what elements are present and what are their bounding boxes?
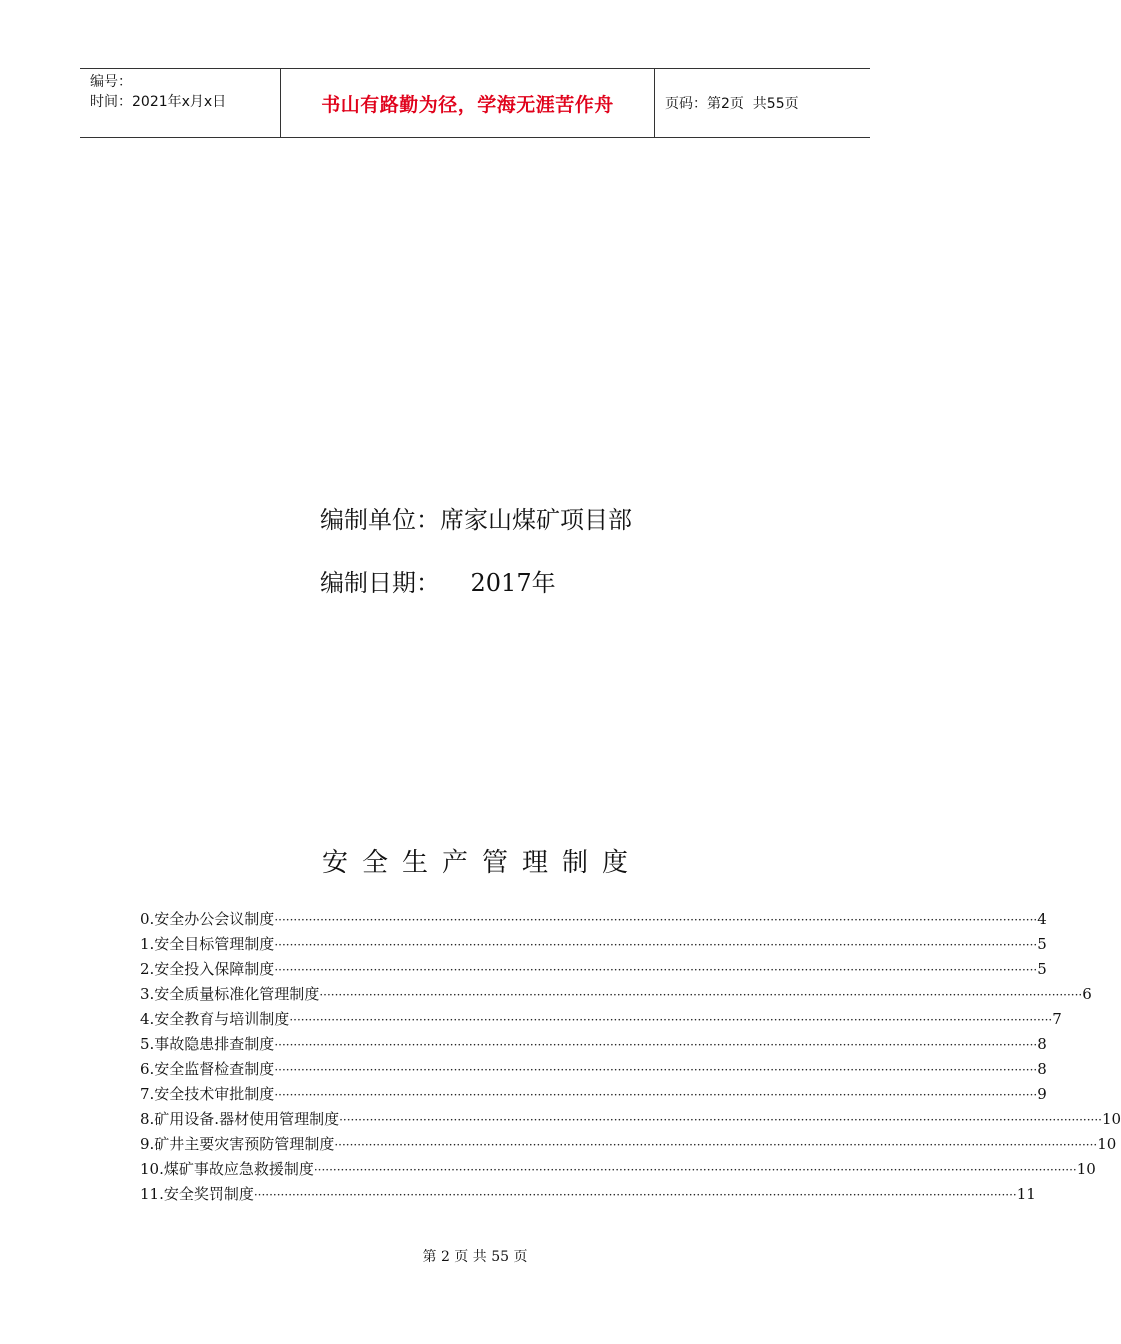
toc-leader-dots: ········································································································································································································ (319, 988, 1083, 1002)
toc-entry[interactable] (140, 1133, 1117, 1158)
toc-entry-label: 1.安全目标管理制度 (140, 935, 275, 953)
toc-entry[interactable] (140, 1033, 1047, 1058)
toc-entry-page: 5 (1037, 960, 1047, 978)
document-title: 安全生产管理制度 (321, 848, 642, 878)
table-of-contents (140, 908, 1121, 1208)
toc-entry[interactable] (140, 1183, 1036, 1208)
toc-entry-label: 7.安全技术审批制度 (140, 1085, 275, 1103)
toc-entry-page: 8 (1037, 1035, 1047, 1053)
toc-entry[interactable] (140, 933, 1047, 958)
toc-entry-label: 11.安全奖罚制度 (140, 1185, 254, 1203)
toc-leader-dots: ········································································································································································································ (313, 1163, 1077, 1177)
compiling-unit: 编制单位：席家山煤矿项目部 (320, 506, 632, 534)
toc-entry-label: 0.安全办公会议制度 (140, 910, 275, 928)
toc-entry-page: 8 (1037, 1060, 1047, 1078)
page-header (80, 68, 870, 138)
toc-entry-label: 8.矿用设备.器材使用管理制度 (140, 1110, 340, 1128)
header-page-info-text: 页码：第2页 共55页 (665, 96, 799, 112)
toc-entry-label: 9.矿井主要灾害预防管理制度 (140, 1135, 335, 1153)
page-footer: 第 2 页 共 55 页 (422, 1249, 528, 1265)
toc-entry-label: 5.事故隐患排查制度 (140, 1035, 275, 1053)
header-meta (80, 69, 281, 137)
toc-entry-label: 4.安全教育与培训制度 (140, 1010, 290, 1028)
toc-entry-label: 3.安全质量标准化管理制度 (140, 985, 320, 1003)
toc-entry-page: 4 (1037, 910, 1047, 928)
toc-leader-dots: ········································································································································································································ (274, 1063, 1038, 1077)
toc-leader-dots: ········································································································································································································ (339, 1113, 1102, 1127)
toc-entry-page: 6 (1082, 985, 1092, 1003)
toc-entry-label: 10.煤矿事故应急救援制度 (140, 1160, 314, 1178)
toc-entry-page: 11 (1016, 1185, 1036, 1203)
toc-leader-dots: ········································································································································································································ (334, 1138, 1098, 1152)
toc-entry-page: 7 (1052, 1010, 1062, 1028)
toc-entry[interactable] (140, 1158, 1096, 1183)
toc-leader-dots: ········································································································································································································ (274, 1038, 1038, 1052)
toc-entry-label: 6.安全监督检查制度 (140, 1060, 275, 1078)
toc-leader-dots: ········································································································································································································ (274, 913, 1038, 927)
toc-entry-page: 5 (1037, 935, 1047, 953)
toc-entry-page: 10 (1076, 1160, 1096, 1178)
toc-leader-dots: ········································································································································································································ (274, 938, 1038, 952)
header-motto: 书山有路勤为径，学海无涯苦作舟 (281, 69, 655, 137)
toc-leader-dots: ········································································································································································································ (289, 1013, 1053, 1027)
toc-entry-page: 10 (1097, 1135, 1117, 1153)
toc-entry-label: 2.安全投入保障制度 (140, 960, 275, 978)
toc-entry[interactable] (140, 958, 1047, 983)
toc-entry-page: 9 (1037, 1085, 1047, 1103)
toc-entry[interactable] (140, 983, 1092, 1008)
toc-leader-dots: ········································································································································································································ (274, 1088, 1038, 1102)
toc-entry[interactable] (140, 1058, 1047, 1083)
document-time-label: 时间：2021年x月x日 (90, 94, 227, 110)
toc-entry[interactable] (140, 908, 1047, 933)
toc-entry-page: 10 (1101, 1110, 1121, 1128)
document-number-label: 编号： (90, 74, 132, 90)
toc-leader-dots: ········································································································································································································ (274, 963, 1038, 977)
toc-leader-dots: ········································································································································································································ (253, 1188, 1017, 1202)
toc-entry[interactable] (140, 1108, 1121, 1133)
compiling-date: 编制日期： 2017年 (320, 569, 556, 597)
toc-entry[interactable] (140, 1008, 1062, 1033)
toc-entry[interactable] (140, 1083, 1047, 1108)
header-page-info (655, 69, 870, 137)
